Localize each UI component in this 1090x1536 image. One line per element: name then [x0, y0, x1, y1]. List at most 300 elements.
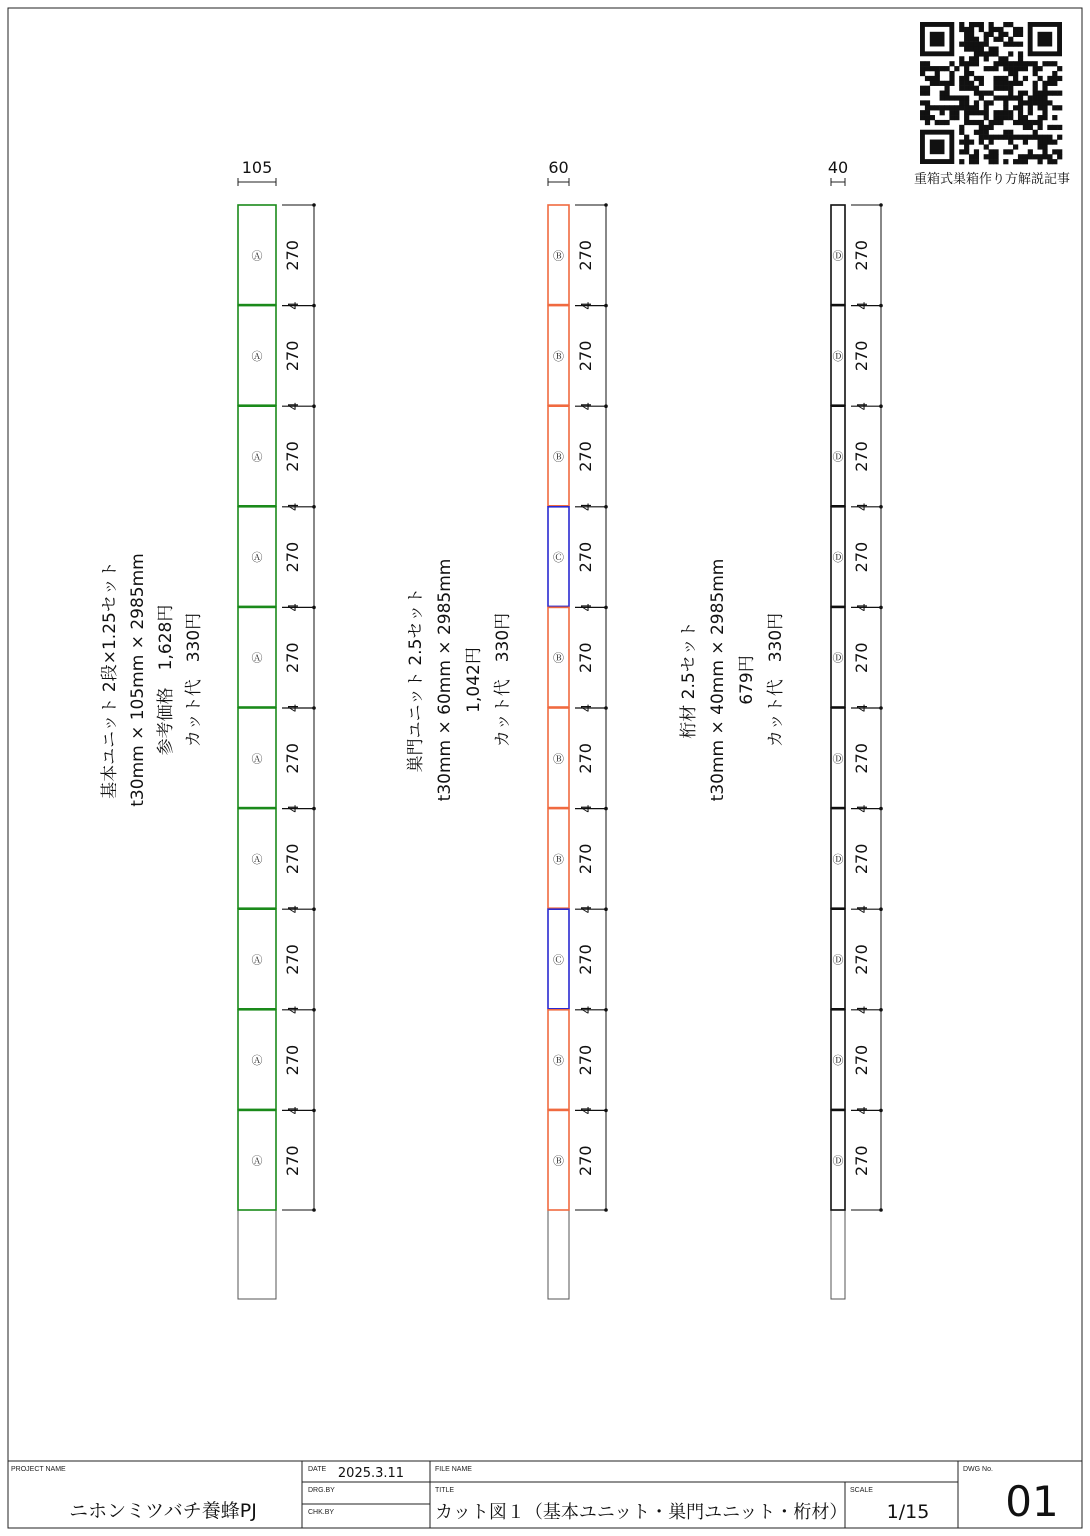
qr-module: [1057, 66, 1062, 71]
qr-module: [1018, 95, 1023, 100]
piece-mark: Ⓑ: [553, 249, 564, 263]
qr-module: [930, 105, 935, 110]
piece-length-label: 270: [283, 944, 302, 975]
qr-module: [1047, 140, 1052, 145]
qr-module: [1052, 81, 1057, 86]
qr-module: [1008, 135, 1013, 140]
kerf-label: 4: [856, 1005, 871, 1014]
qr-module: [964, 110, 969, 115]
qr-module: [1028, 110, 1033, 115]
qr-module: [1003, 105, 1008, 110]
qr-module: [964, 37, 969, 42]
piece-length-label: 270: [576, 541, 595, 573]
piece-mark: Ⓓ: [832, 1054, 844, 1068]
piece-mark: Ⓑ: [553, 752, 564, 766]
qr-module: [1057, 135, 1062, 140]
kerf-label: 4: [856, 703, 871, 713]
qr-module: [1008, 61, 1013, 66]
qr-module: [969, 22, 974, 27]
qr-module: [993, 110, 998, 115]
qr-module: [1003, 61, 1008, 66]
kerf-label: 4: [580, 301, 595, 310]
qr-module: [1038, 125, 1043, 130]
qr-module: [969, 154, 974, 159]
kerf-label: 4: [856, 402, 871, 411]
qr-module: [959, 100, 964, 105]
qr-module: [969, 86, 974, 91]
qr-module: [959, 86, 964, 91]
qr-module: [1057, 125, 1062, 130]
qr-module: [993, 27, 998, 32]
qr-module: [1033, 100, 1038, 105]
scale-value: 1/15: [886, 1501, 930, 1523]
qr-module: [974, 154, 979, 159]
qr-module: [959, 76, 964, 81]
qr-module: [949, 71, 954, 76]
qr-module: [1033, 120, 1038, 125]
qr-module: [998, 61, 1003, 66]
dimension-end-dot: [604, 203, 608, 207]
qr-module: [920, 115, 925, 120]
qr-module: [1013, 81, 1018, 86]
qr-module: [925, 66, 930, 71]
board-note: カット代 330円: [184, 612, 204, 748]
kerf-label: 4: [287, 703, 302, 713]
piece-length-label: 270: [283, 1044, 302, 1076]
qr-module: [974, 100, 979, 105]
qr-module: [969, 120, 974, 125]
qr-module: [984, 125, 989, 130]
qr-module: [1042, 86, 1047, 91]
qr-module: [940, 91, 945, 96]
qr-module: [969, 46, 974, 51]
chk-by-label: CHK.BY: [308, 1509, 335, 1516]
qr-module: [1008, 42, 1013, 47]
date-label: DATE: [308, 1466, 327, 1473]
piece-mark: Ⓓ: [832, 349, 844, 363]
qr-module: [1023, 120, 1028, 125]
qr-module: [1028, 125, 1033, 130]
qr-module: [993, 46, 998, 51]
qr-module: [989, 159, 994, 164]
qr-module: [969, 42, 974, 47]
qr-module: [1052, 115, 1057, 120]
qr-module: [969, 159, 974, 164]
qr-module: [1033, 91, 1038, 96]
piece-length-label: 270: [852, 944, 871, 975]
qr-module: [1003, 81, 1008, 86]
qr-module: [1057, 154, 1062, 159]
qr-module: [1038, 154, 1043, 159]
qr-module: [1003, 76, 1008, 81]
qr-module: [1038, 115, 1043, 120]
qr-module: [964, 149, 969, 154]
dwg-no-value: 01: [1005, 1477, 1059, 1526]
board-note: 基本ユニット 2段×1.25セット: [100, 561, 120, 799]
qr-module: [1008, 22, 1013, 27]
qr-module: [940, 95, 945, 100]
qr-module: [1028, 149, 1033, 154]
qr-module: [1003, 135, 1008, 140]
board-note: t30mm × 60mm × 2985mm: [435, 558, 455, 802]
qr-module: [979, 27, 984, 32]
kerf-label: 4: [856, 603, 871, 612]
qr-module: [964, 120, 969, 125]
kerf-label: 4: [580, 402, 595, 411]
dimension-end-dot: [604, 1208, 608, 1212]
qr-module: [954, 95, 959, 100]
qr-module: [925, 115, 930, 120]
qr-module: [1042, 61, 1047, 66]
qr-module: [1003, 66, 1008, 71]
qr-module: [1008, 37, 1013, 42]
qr-module: [1018, 120, 1023, 125]
qr-module: [1052, 91, 1057, 96]
piece-length-label: 270: [576, 1145, 595, 1176]
qr-module: [998, 56, 1003, 61]
qr-module: [1047, 61, 1052, 66]
qr-module: [1033, 81, 1038, 86]
qr-module: [1008, 115, 1013, 120]
qr-module: [989, 51, 994, 56]
date-value: 2025.3.11: [337, 1466, 405, 1481]
qr-module: [1052, 159, 1057, 164]
qr-module: [930, 115, 935, 120]
qr-module: [1038, 66, 1043, 71]
board-note: 巣門ユニット 2.5セット: [406, 587, 426, 773]
kerf-label: 4: [287, 1106, 302, 1115]
dwg-no-label: DWG No.: [963, 1466, 993, 1473]
qr-module: [1038, 105, 1043, 110]
piece-length-label: 270: [852, 642, 871, 673]
piece-mark: Ⓐ: [251, 651, 263, 665]
qr-module: [984, 56, 989, 61]
qr-finder: [1038, 32, 1053, 47]
qr-module: [964, 86, 969, 91]
qr-module: [993, 81, 998, 86]
board-note: 1,042円: [464, 647, 484, 713]
qr-module: [1038, 95, 1043, 100]
piece-length-label: 270: [576, 944, 595, 975]
qr-module: [1042, 115, 1047, 120]
qr-module: [930, 66, 935, 71]
qr-module: [1042, 154, 1047, 159]
qr-module: [1008, 110, 1013, 115]
qr-module: [959, 42, 964, 47]
qr-module: [1028, 154, 1033, 159]
qr-module: [944, 91, 949, 96]
qr-module: [1013, 159, 1018, 164]
qr-module: [1018, 27, 1023, 32]
qr-module: [944, 66, 949, 71]
dimension-end-dot: [879, 203, 883, 207]
qr-module: [949, 95, 954, 100]
piece-mark: Ⓓ: [832, 651, 844, 665]
qr-module: [959, 61, 964, 66]
qr-module: [954, 115, 959, 120]
qr-module: [964, 42, 969, 47]
qr-module: [1033, 135, 1038, 140]
qr-module: [1047, 100, 1052, 105]
qr-module: [1023, 76, 1028, 81]
qr-module: [935, 120, 940, 125]
qr-module: [925, 105, 930, 110]
qr-module: [1057, 91, 1062, 96]
qr-module: [940, 120, 945, 125]
qr-module: [1057, 105, 1062, 110]
qr-module: [1018, 42, 1023, 47]
qr-module: [1038, 144, 1043, 149]
qr-module: [1023, 115, 1028, 120]
qr-module: [930, 76, 935, 81]
qr-module: [984, 105, 989, 110]
qr-module: [940, 66, 945, 71]
qr-module: [1042, 100, 1047, 105]
qr-module: [964, 71, 969, 76]
qr-module: [993, 154, 998, 159]
qr-module: [1028, 105, 1033, 110]
qr-module: [989, 22, 994, 27]
qr-module: [969, 71, 974, 76]
qr-module: [1052, 149, 1057, 154]
qr-module: [944, 86, 949, 91]
dimension-end-dot: [312, 1208, 316, 1212]
qr-module: [1052, 76, 1057, 81]
qr-module: [993, 66, 998, 71]
qr-module: [998, 135, 1003, 140]
qr-module: [1008, 149, 1013, 154]
qr-module: [964, 100, 969, 105]
kerf-label: 4: [580, 502, 595, 511]
qr-module: [1003, 115, 1008, 120]
qr-module: [984, 42, 989, 47]
kerf-label: 4: [287, 1005, 302, 1014]
piece-length-label: 270: [576, 1044, 595, 1076]
qr-module: [969, 56, 974, 61]
board-beam: [828, 158, 883, 1299]
qr-module: [979, 135, 984, 140]
qr-module: [1023, 135, 1028, 140]
qr-module: [1013, 105, 1018, 110]
piece-length-label: 270: [852, 743, 871, 774]
drg-by-label: DRG.BY: [308, 1487, 335, 1494]
qr-module: [1028, 95, 1033, 100]
dimension-end-dot: [312, 203, 316, 207]
qr-module: [984, 110, 989, 115]
qr-module: [949, 81, 954, 86]
piece-mark: Ⓑ: [553, 852, 564, 866]
qr-module: [1003, 110, 1008, 115]
qr-module: [1057, 149, 1062, 154]
qr-module: [1028, 120, 1033, 125]
qr-module: [935, 66, 940, 71]
qr-module: [989, 149, 994, 154]
qr-module: [1008, 66, 1013, 71]
qr-module: [1003, 32, 1008, 37]
qr-module: [1013, 144, 1018, 149]
file-name-label: FILE NAME: [435, 1466, 472, 1473]
piece-mark: Ⓑ: [553, 651, 564, 665]
qr-module: [998, 37, 1003, 42]
qr-module: [984, 115, 989, 120]
qr-module: [974, 42, 979, 47]
qr-module: [969, 140, 974, 145]
board-note: t30mm × 40mm × 2985mm: [708, 558, 728, 802]
qr-module: [998, 76, 1003, 81]
qr-module: [1028, 61, 1033, 66]
qr-module: [935, 71, 940, 76]
qr-module: [979, 46, 984, 51]
board-entrance-unit: [548, 158, 608, 1299]
qr-module: [1018, 56, 1023, 61]
kerf-label: 4: [287, 905, 302, 914]
qr-module: [1047, 135, 1052, 140]
qr-module: [1028, 135, 1033, 140]
qr-module: [969, 105, 974, 110]
qr-module: [959, 22, 964, 27]
qr-module: [1018, 51, 1023, 56]
board-width-label: 60: [548, 158, 569, 177]
qr-module: [1023, 159, 1028, 164]
qr-module: [954, 105, 959, 110]
qr-module: [998, 120, 1003, 125]
qr-module: [1018, 32, 1023, 37]
qr-module: [1018, 154, 1023, 159]
qr-module: [964, 115, 969, 120]
qr-module: [998, 115, 1003, 120]
qr-module: [984, 91, 989, 96]
piece-mark: Ⓓ: [832, 752, 844, 766]
qr-module: [984, 135, 989, 140]
qr-module: [940, 81, 945, 86]
dimension-end-dot: [879, 1208, 883, 1212]
piece-mark: Ⓑ: [553, 450, 564, 464]
qr-module: [984, 66, 989, 71]
qr-module: [1033, 66, 1038, 71]
qr-module: [1052, 61, 1057, 66]
qr-module: [1042, 105, 1047, 110]
qr-module: [1003, 130, 1008, 135]
qr-finder: [930, 32, 945, 47]
qr-module: [949, 110, 954, 115]
qr-module: [949, 115, 954, 120]
qr-module: [1018, 100, 1023, 105]
qr-module: [964, 144, 969, 149]
qr-module: [1042, 91, 1047, 96]
piece-length-label: 270: [576, 642, 595, 673]
qr-module: [1038, 91, 1043, 96]
board-note: カット代 330円: [493, 612, 513, 748]
qr-module: [1042, 135, 1047, 140]
qr-module: [920, 66, 925, 71]
piece-length-label: 270: [852, 441, 871, 472]
qr-caption: 重箱式巣箱作り方解説記事: [913, 172, 1071, 187]
qr-module: [1042, 81, 1047, 86]
qr-module: [925, 61, 930, 66]
piece-length-label: 270: [576, 340, 595, 372]
qr-module: [974, 22, 979, 27]
qr-module: [925, 110, 930, 115]
piece-length-label: 270: [852, 240, 871, 271]
qr-module: [974, 159, 979, 164]
qr-module: [993, 76, 998, 81]
qr-module: [1042, 149, 1047, 154]
qr-module: [964, 95, 969, 100]
qr-module: [974, 76, 979, 81]
qr-module: [1038, 100, 1043, 105]
board-note: カット代 330円: [766, 612, 786, 748]
qr-module: [1013, 95, 1018, 100]
board-note: t30mm × 105mm × 2985mm: [128, 553, 148, 807]
qr-module: [920, 91, 925, 96]
qr-module: [998, 27, 1003, 32]
qr-module: [1003, 86, 1008, 91]
qr-module: [1033, 61, 1038, 66]
qr-module: [998, 110, 1003, 115]
qr-module: [1052, 105, 1057, 110]
kerf-label: 4: [580, 905, 595, 914]
kerf-label: 4: [287, 603, 302, 612]
qr-finder: [930, 140, 945, 155]
qr-module: [979, 95, 984, 100]
qr-module: [1018, 91, 1023, 96]
qr-module: [964, 81, 969, 86]
qr-module: [1008, 71, 1013, 76]
qr-module: [944, 95, 949, 100]
qr-module: [1018, 61, 1023, 66]
qr-module: [1013, 42, 1018, 47]
kerf-label: 4: [856, 502, 871, 511]
qr-module: [964, 140, 969, 145]
board-width-label: 40: [827, 158, 849, 177]
piece-length-label: 270: [852, 1145, 871, 1176]
qr-module: [1003, 149, 1008, 154]
project-name: ニホンミツバチ養蜂PJ: [69, 1500, 257, 1522]
qr-module: [1028, 100, 1033, 105]
qr-module: [1023, 61, 1028, 66]
qr-module: [1057, 76, 1062, 81]
qr-module: [993, 51, 998, 56]
qr-module: [1052, 125, 1057, 130]
kerf-label: 4: [580, 1106, 595, 1115]
qr-module: [959, 149, 964, 154]
qr-module: [984, 154, 989, 159]
qr-module: [1023, 125, 1028, 130]
qr-module: [920, 110, 925, 115]
qr-module: [1038, 140, 1043, 145]
piece-length-label: 270: [283, 743, 302, 774]
qr-module: [989, 154, 994, 159]
qr-module: [1038, 120, 1043, 125]
qr-module: [1018, 110, 1023, 115]
qr-code-icon[interactable]: [920, 22, 1062, 164]
qr-module: [959, 140, 964, 145]
qr-module: [1023, 100, 1028, 105]
qr-module: [1013, 66, 1018, 71]
piece-length-label: 270: [283, 441, 302, 472]
title-label: TITLE: [435, 1487, 455, 1494]
piece-mark: Ⓒ: [553, 953, 564, 967]
qr-module: [993, 159, 998, 164]
qr-module: [979, 81, 984, 86]
piece-mark: Ⓑ: [553, 1054, 564, 1068]
qr-module: [1008, 81, 1013, 86]
qr-module: [989, 100, 994, 105]
kerf-label: 4: [856, 301, 871, 310]
qr-module: [979, 140, 984, 145]
qr-module: [969, 81, 974, 86]
kerf-label: 4: [287, 502, 302, 511]
